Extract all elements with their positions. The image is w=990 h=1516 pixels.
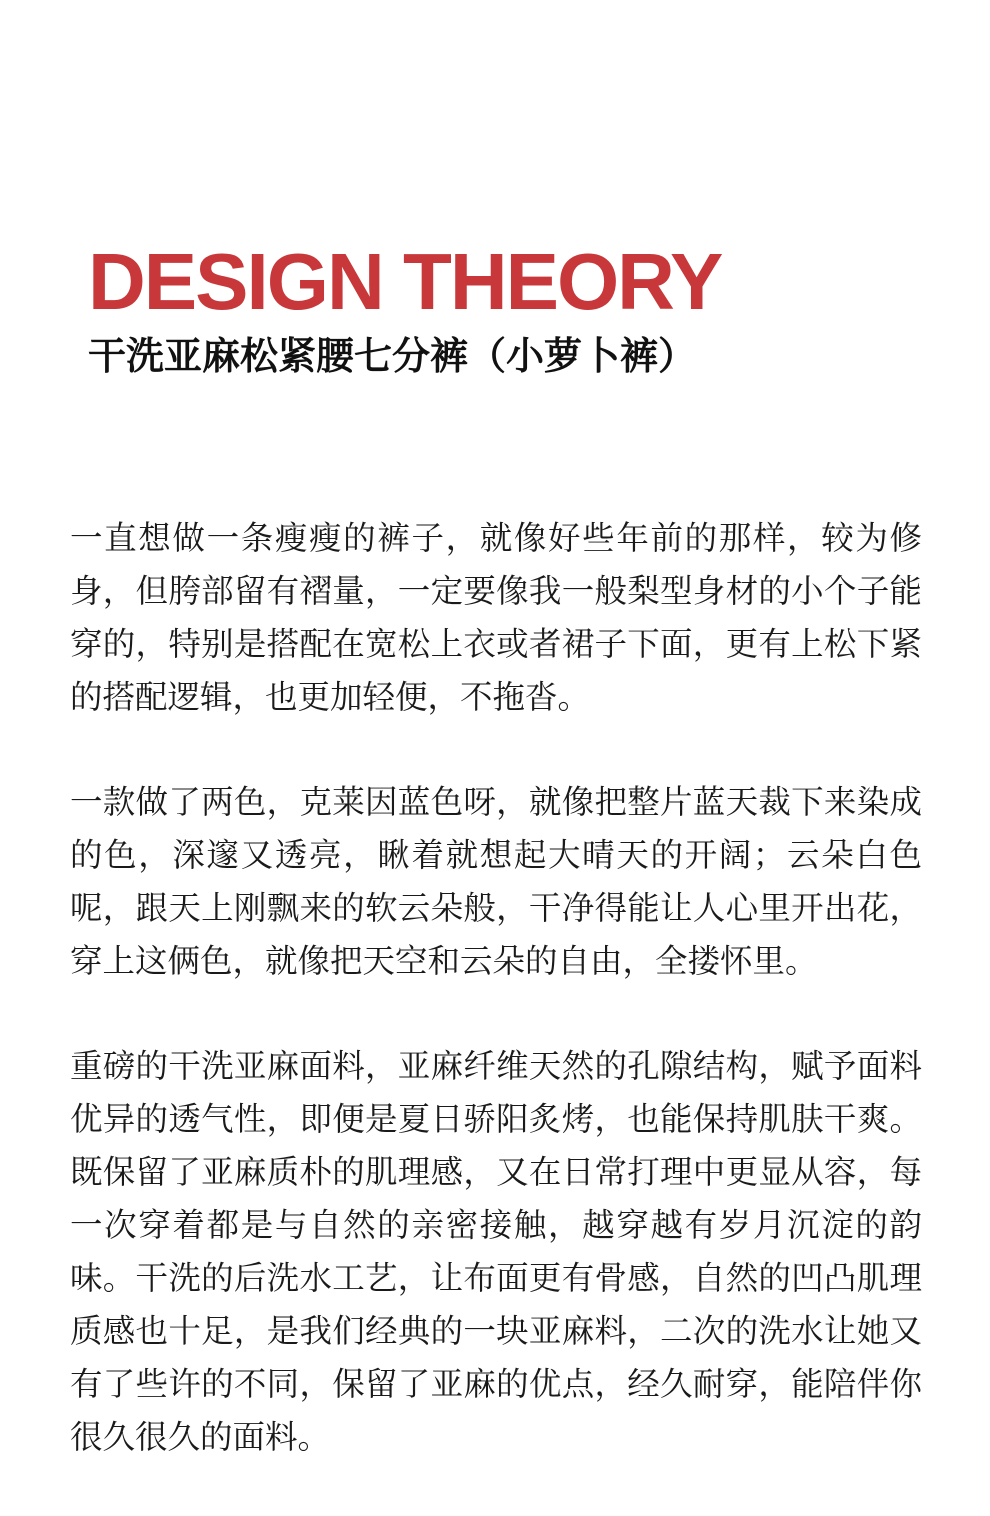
paragraph-colors: 一款做了两色，克莱因蓝色呀，就像把整片蓝天裁下来染成的色，深邃又透亮，瞅着就想起大晴天的开阔；云朵白色呢，跟天上刚飘来的软云朵般，干净得能让人心里开出花，穿上这俩色，就像把天空和云朵的自由，全搂怀里。 (70, 783, 922, 980)
description-body (70, 512, 922, 1516)
product-name-subtitle: 干洗亚麻松紧腰七分裤（小萝卜裤） (88, 334, 697, 378)
page-title: DESIGN THEORY (88, 237, 722, 326)
heading-block (88, 236, 948, 380)
paragraph-fabric: 重磅的干洗亚麻面料，亚麻纤维天然的孔隙结构，赋予面料优异的透气性，即便是夏日骄阳炙烤，也能保持肌肤干爽。既保留了亚麻质朴的肌理感，又在日常打理中更显从容，每一次穿着都是与自然的亲密接触，越穿越有岁月沉淀的韵味。干洗的后洗水工艺，让布面更有骨感，自然的凹凸肌理质感也十足，是我们经典的一块亚麻料，二次的洗水让她又有了些许的不同，保留了亚麻的优点，经久耐穿，能陪伴你很久很久的面料。 (70, 1047, 922, 1456)
paragraph-fit: 一直想做一条瘦瘦的裤子，就像好些年前的那样，较为修身，但胯部留有褶量，一定要像我一般梨型身材的小个子能穿的，特别是搭配在宽松上衣或者裙子下面，更有上松下紧的搭配逻辑，也更加轻便，不拖沓。 (70, 519, 922, 716)
